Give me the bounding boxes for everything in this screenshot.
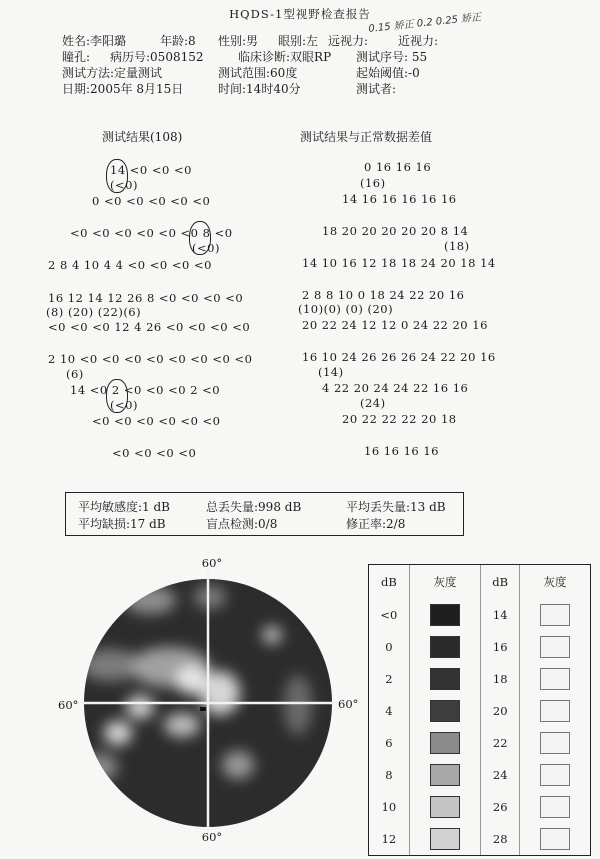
result-row: 16 12 14 12 26 8 <0 <0 <0 <0 [48,291,244,305]
patient-age: 年龄:8 [160,34,196,48]
diff-row: 16 16 16 16 [364,444,439,458]
gray-swatch [430,764,460,786]
result-row: 2 10 <0 <0 <0 <0 <0 <0 <0 <0 [48,352,253,366]
label-left-60: 60° [58,698,79,712]
difference-heading: 测试结果与正常数据差值 [300,130,433,144]
gray-swatch [430,732,460,754]
patient-sex: 性别:男 [218,34,259,48]
result-row: 2 8 4 10 4 4 <0 <0 <0 <0 [48,258,212,272]
scale-db: 20 [481,695,520,727]
circled-value-marker [106,159,128,193]
diff-row: 20 22 24 12 12 0 24 22 20 16 [302,318,488,332]
result-row: 0 <0 <0 <0 <0 <0 [92,194,211,208]
patient-name: 姓名:李阳璐 [62,34,127,48]
gray-swatch [540,700,570,722]
scale-db: 12 [369,823,409,855]
start-threshold: 起始阈值:-0 [356,66,420,80]
scale-db: 8 [369,759,409,791]
test-range: 测试范围:60度 [218,66,298,80]
scale-db: 0 [369,631,409,663]
gray-swatch [540,796,570,818]
gray-swatch [430,700,460,722]
total-loss: 总丢失量:998 dB [206,500,302,514]
label-top-60: 60° [201,556,223,570]
scale-db: 16 [481,631,520,663]
diff-row: (24) [360,396,386,410]
test-method: 测试方法:定量测试 [62,66,163,80]
scale-db: 6 [369,727,409,759]
scale-db: <0 [369,599,409,631]
scale-header-db: dB [369,565,409,599]
diff-row: 18 20 20 20 20 20 8 14 [322,224,469,238]
gray-swatch [540,828,570,850]
results-heading: 测试结果(108) [102,130,183,144]
scale-header-gray: 灰度 [409,565,481,599]
diff-row: 20 22 22 22 20 18 [342,412,457,426]
diff-row: 16 10 24 26 26 26 24 22 20 16 [302,350,496,364]
tester: 测试者: [356,82,397,96]
scale-db: 10 [369,791,409,823]
circled-value-marker [189,221,211,255]
gray-swatch [430,828,460,850]
mean-loss: 平均丢失量:13 dB [346,500,446,514]
diff-row: 14 10 16 12 18 18 24 20 18 14 [302,256,496,270]
test-date: 日期:2005年 8月15日 [62,82,184,96]
correction-rate: 修正率:2/8 [346,517,406,531]
gray-swatch [430,636,460,658]
result-row: 14 <0 2 <0 <0 <0 2 <0 [70,383,221,397]
pupil: 瞳孔: [62,50,91,64]
test-number: 测试序号: 55 [356,50,428,64]
report-title: HQDS-1型视野检查报告 [229,7,371,21]
gray-swatch [540,764,570,786]
scale-db: 18 [481,663,520,695]
summary-box [65,492,464,536]
blind-spot-check: 盲点检测:0/8 [206,517,278,531]
result-row: <0 <0 <0 <0 <0 <0 8 <0 [70,226,233,240]
gray-swatch [540,668,570,690]
gray-swatch [430,604,460,626]
record-number: 病历号:0508152 [110,50,204,64]
diff-row: (14) [318,365,344,379]
result-row: 14 <0 <0 <0 [110,163,192,177]
scale-db: 2 [369,663,409,695]
diff-row: 2 8 8 10 0 18 24 22 20 16 [302,288,465,302]
far-vision: 远视力: [328,34,369,48]
gray-swatch [430,796,460,818]
scale-db: 26 [481,791,520,823]
scale-db: 14 [481,599,520,631]
near-vision: 近视力: [398,34,439,48]
gray-scale-legend [368,564,591,856]
test-time: 时间:14时40分 [218,82,301,96]
scale-header-gray: 灰度 [543,575,567,589]
gray-swatch [540,732,570,754]
diff-row: 14 16 16 16 16 16 [342,192,457,206]
diff-row: 0 16 16 16 [364,160,432,174]
visual-field-map [40,555,370,855]
result-row: <0 <0 <0 <0 <0 <0 [92,414,221,428]
label-right-60: 60° [338,697,359,711]
label-bottom-60: 60° [201,830,223,844]
result-row: (<0) [110,178,138,192]
circled-value-marker [106,379,128,413]
diff-row: (16) [360,176,386,190]
clinical-diagnosis: 临床诊断:双眼RP [238,50,332,64]
scale-db: 28 [481,823,520,855]
result-row: (<0) [192,241,220,255]
eye-side: 眼别:左 [278,34,319,48]
result-row: (6) [66,367,84,381]
diff-row: (10)(0) (0) (20) [298,302,394,316]
diff-row: (18) [444,239,470,253]
gray-swatch [540,604,570,626]
diff-row: 4 22 20 24 24 22 16 16 [322,381,469,395]
fixation-mark [200,707,206,711]
result-row: (<0) [110,398,138,412]
result-row: <0 <0 <0 <0 [112,446,197,460]
result-row: <0 <0 <0 12 4 26 <0 <0 <0 <0 [48,320,251,334]
scale-header-db: dB [481,565,520,599]
handwritten-note: 0.15 矫正 0.2 0.25 矫正 [367,12,482,35]
scale-db: 22 [481,727,520,759]
mean-sensitivity: 平均敏感度:1 dB [78,500,170,514]
result-row: (8) (20) (22)(6) [46,305,142,319]
scale-db: 24 [481,759,520,791]
gray-swatch [430,668,460,690]
mean-defect: 平均缺损:17 dB [78,517,166,531]
scale-db: 4 [369,695,409,727]
gray-swatch [540,636,570,658]
